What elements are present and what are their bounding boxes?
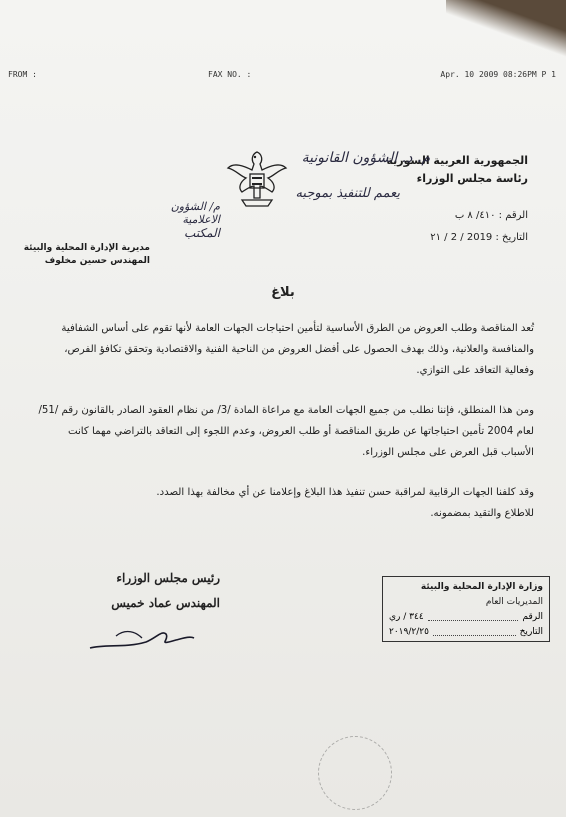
document-title: بلاغ bbox=[271, 285, 295, 300]
stamp-date-row: التاريخ ٢٠١٩/٢/٢٥ bbox=[389, 625, 543, 640]
stamp-number-row: الرقم ٣٤٤ / ري bbox=[389, 610, 543, 625]
paragraph-3: وقد كلفنا الجهات الرقابية لمراقبة حسن تنفيذ هذا البلاغ وإعلامنا عن أي مخالفة بهذا الصدد. bbox=[156, 487, 534, 498]
paragraph-1: تُعد المناقصة وطلب العروض من الطرق الأساسية لتأمين احتياجات الجهات العامة لأنها تقوم على أساس الشفافية والمنافسة والعلانية، وذلك بهدف الحصول على أفضل العروض من الناحية الفنية والاقتصادية وتحقق تكافؤ الفرص، وفعالية التعاقد على التوازي. bbox=[61, 323, 534, 376]
document-date: التاريخ : 2019 / 2 / ٢١ bbox=[430, 232, 528, 243]
fax-number: FAX NO. : bbox=[208, 70, 252, 79]
handwritten-note-1: م. د. الشؤون القانونية bbox=[301, 150, 430, 166]
faint-round-stamp bbox=[318, 736, 392, 810]
background-surface bbox=[446, 0, 566, 60]
handwritten-note-2: يعمم للتنفيذ بموجبه bbox=[295, 186, 400, 201]
handwritten-note-4: المكتب bbox=[184, 226, 220, 240]
paragraph-2: ومن هذا المنطلق، فإننا نطلب من جميع الجهات العامة مع مراعاة المادة /3/ من نظام العقود الصادر بالقانون رقم /51/ لعام 2004 تأمين احتياجاتها عن طريق المناقصة أو طلب العروض، وعدم اللجوء إلى التعاقد بالتراضي مهما كانت الأسباب قبل العرض على مجلس الوزراء. bbox=[38, 405, 534, 458]
signatory-title: رئيس مجلس الوزراء bbox=[116, 571, 220, 585]
stamp-date: ٢٠١٩/٢/٢٥ bbox=[389, 627, 429, 637]
handwritten-signature bbox=[86, 618, 196, 658]
fax-from: FROM : bbox=[8, 70, 37, 79]
republic-name: الجمهورية العربية السورية bbox=[386, 154, 528, 167]
fax-transmission-header bbox=[8, 70, 556, 84]
signature-block bbox=[60, 566, 220, 616]
stamp-number: ٣٤٤ / ري bbox=[389, 612, 424, 622]
paragraph-4: للاطلاع والتقيد بمضمونه. bbox=[430, 508, 534, 519]
stamp-dept: المديريات العام bbox=[485, 597, 543, 607]
handwritten-note-3: م/ الشؤون الاعلامية bbox=[170, 200, 220, 226]
fax-datetime: Apr. 10 2009 08:26PM P 1 bbox=[440, 70, 556, 79]
incoming-mail-stamp bbox=[382, 576, 550, 642]
reference-number: الرقم : ٤١٠/ ٨ ب bbox=[454, 210, 528, 221]
department-stamp-top: مديرية الإدارة المحلية والبيئة المهندس حسين مخلوف bbox=[23, 243, 150, 266]
signatory-name: المهندس عماد خميس bbox=[111, 596, 220, 610]
office-name: رئاسة مجلس الوزراء bbox=[416, 172, 528, 185]
stamp-org: وزارة الإدارة المحلية والبيئة bbox=[420, 582, 543, 592]
